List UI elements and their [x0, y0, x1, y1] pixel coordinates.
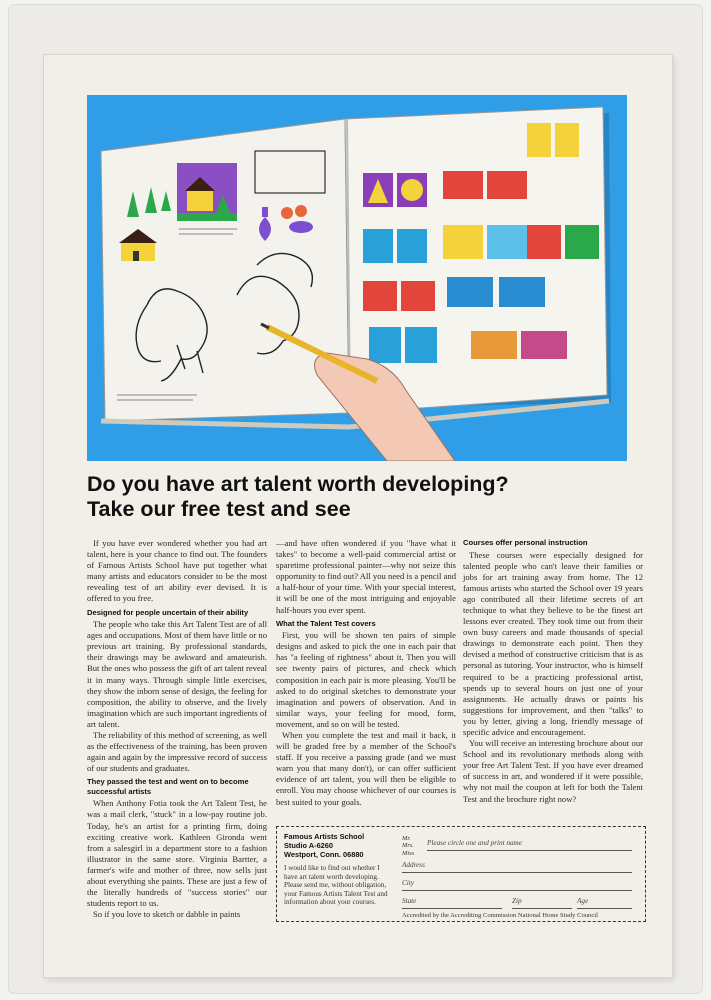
paragraph: When you complete the test and mail it back, it will be graded free by a member of the School's staff. If you receive a passing grade (and we must warn you that many don't), or can offer sufficient evidence of art talent, you will then be eligible to enroll. You may choose whichever of our courses is best suited to your goals.	[276, 730, 456, 807]
state-field[interactable]: State	[402, 897, 502, 909]
art-test-illustration	[87, 95, 627, 461]
city-field[interactable]: City	[402, 879, 632, 891]
paragraph: When Anthony Fotia took the Art Talent Test, he was a mail clerk, "stuck" in a low-pay routine job. Today, he's an artist for a printing firm, doing exciting creative work. Kathleen Gironda went from a salesgirl in a department store to a fashion illustrator in the same store. Virginia Bartter, a farmer's wife and mother of three, now sells just about everything she paints. These are just a few of the literally hundreds of "success stories" our students report to us.	[87, 798, 267, 909]
headline-line-2: Take our free test and see	[87, 497, 351, 521]
paragraph: First, you will be shown ten pairs of simple designs and asked to pick the one in each pair that has "a feeling of rightness" about it. Then you will see twenty pairs of pictures, and check which composition in each pair is more pleasing. You'll be asked to do original sketches to demonstrate your imagination and powers of observation. And in similar ways, your feeling for mood, form, movement, and so on will be tested.	[276, 630, 456, 729]
zip-field[interactable]: Zip	[512, 897, 572, 909]
mail-coupon[interactable]	[276, 826, 646, 922]
subheading: Courses offer personal instruction	[463, 538, 588, 547]
accreditation-note: Accredited by the Accrediting Commission National Home Study Council	[402, 912, 598, 919]
headline-line-1: Do you have art talent worth developing?	[87, 472, 509, 496]
name-field[interactable]: Please circle one and print name	[427, 839, 632, 851]
paragraph: If you have ever wondered whether you had art talent, here is your chance to find out. The founders of Famous Artists School have put together what many artists and educators consider to be the most revealing test of art ability ever devised. It is offered to you free.	[87, 538, 267, 604]
coupon-request-text: I would like to find out whether I have art talent worth developing. Please send me, without obligation, your Famous Artists Talent Test and information about your courses.	[284, 864, 388, 907]
school-address: Famous Artists School Studio A-6260 Westport, Conn. 06880	[284, 832, 365, 859]
body-column-1	[87, 538, 267, 920]
paragraph: The people who take this Art Talent Test are of all ages and occupations. Most of them have little or no previous art training. By professional standards, their drawings may be awkward and amateurish. But the ones who possess the gift of art talent reveal it in many ways. Through simple little exercises, they show the inborn sense of design, the feeling for composition, the ability to observe, and the lively imagination which are such important ingredients of art talent.	[87, 619, 267, 729]
salutation: Mr. Mrs. Miss	[402, 835, 415, 857]
paragraph: So if you love to sketch or dabble in paints	[93, 909, 241, 920]
paragraph: —and have often wondered if you "have what it takes" to become a well-paid commercial artist or sparetime professional painter—why not seize this opportunity to find out? All you need is a pencil and a half-hour of your time. With your special interest, it will be one of the most intriguing and enjoyable half-hours you ever spent.	[276, 538, 456, 615]
paragraph: The reliability of this method of screening, as well as the effectiveness of the training, has been proven again and again by the impressive record of success of our students and graduates.	[87, 730, 267, 774]
address-field[interactable]: Address	[402, 861, 632, 873]
age-field[interactable]: Age	[577, 897, 632, 909]
subheading: What the Talent Test covers	[276, 618, 376, 628]
subheading: They passed the test and went on to become successful artists	[87, 777, 249, 796]
paragraph: These courses were especially designed for talented people who can't leave their families or jobs for art training away from home. The 12 famous artists who started the School over 19 years ago contributed all their lifetime secrets of art technique to what they believe to be the finest art lessons ever created. They took time out from their own busy careers and made thousands of special drawings to demonstrate each point. Then they devised a method of constructive criticism that is as personal as tutoring. Your instructor, who is himself required to be a practicing professional artist, spends up to several hours on just one of your assignments. He actually draws or paints his suggestions for improvement, and then "talks" to you by letter, giving a long, friendly message of specific advice and encouragement.	[463, 549, 643, 737]
paragraph: You will receive an interesting brochure about our School and its revolutionary methods along with your free Art Talent Test. If you have ever dreamed of success in art, and wondered if it were possible, why not mail the coupon at left for both the Talent Test and the brochure right now?	[463, 738, 643, 804]
open-test-booklet-drawing	[87, 95, 627, 461]
body-column-3	[463, 538, 643, 805]
headline	[87, 472, 647, 522]
subheading: Designed for people uncertain of their ability	[87, 607, 249, 617]
body-column-2	[276, 538, 456, 808]
